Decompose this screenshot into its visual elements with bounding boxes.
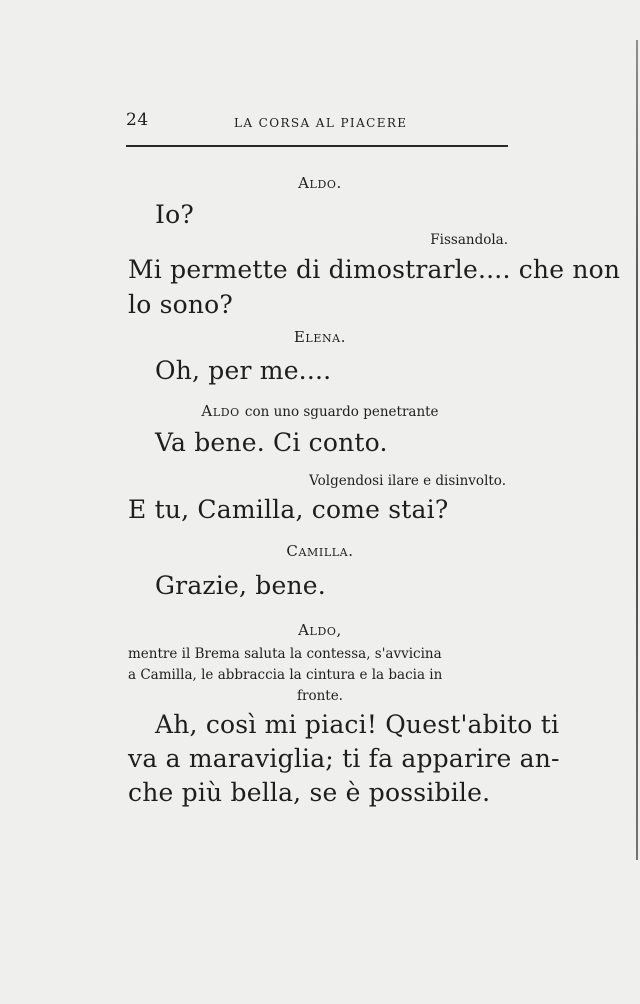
page-number: 24	[126, 110, 149, 130]
speech-line: Ah, così mi piaci! Quest'abito ti	[155, 710, 560, 739]
speaker-with-direction	[0, 401, 640, 420]
stage-direction: con uno sguardo penetrante	[244, 404, 439, 420]
speech-line: Va bene. Ci conto.	[155, 428, 388, 457]
speech-line: lo sono?	[128, 290, 234, 319]
running-title: LA CORSA AL PIACERE	[234, 116, 408, 130]
speech-line: Io?	[155, 200, 194, 229]
page-edge-shadow	[636, 40, 638, 860]
speaker-name: Aldo,	[298, 621, 342, 639]
stage-direction: fronte.	[297, 688, 343, 704]
speech-line: va a maraviglia; ti fa apparire an-	[128, 744, 560, 773]
speaker-name: Camilla.	[286, 542, 354, 560]
stage-direction: Volgendosi ilare e disinvolto.	[309, 473, 506, 489]
speaker-name: Elena.	[293, 328, 347, 346]
speech-line: Grazie, bene.	[155, 571, 326, 600]
stage-direction: mentre il Brema saluta la contessa, s'avvicina	[128, 646, 442, 662]
speech-line: che più bella, se è possibile.	[128, 778, 491, 807]
page-header	[126, 106, 508, 136]
speech-line: E tu, Camilla, come stai?	[128, 495, 449, 524]
speaker-name: Aldo.	[298, 174, 342, 192]
stage-direction: Fissandola.	[430, 232, 508, 248]
speech-line: Oh, per me....	[155, 356, 332, 385]
speaker-name: Aldo	[201, 402, 240, 420]
speech-line: Mi permette di dimostrarle.... che non	[128, 255, 621, 284]
stage-direction: a Camilla, le abbraccia la cintura e la bacia in	[128, 667, 443, 683]
header-rule	[126, 145, 508, 147]
